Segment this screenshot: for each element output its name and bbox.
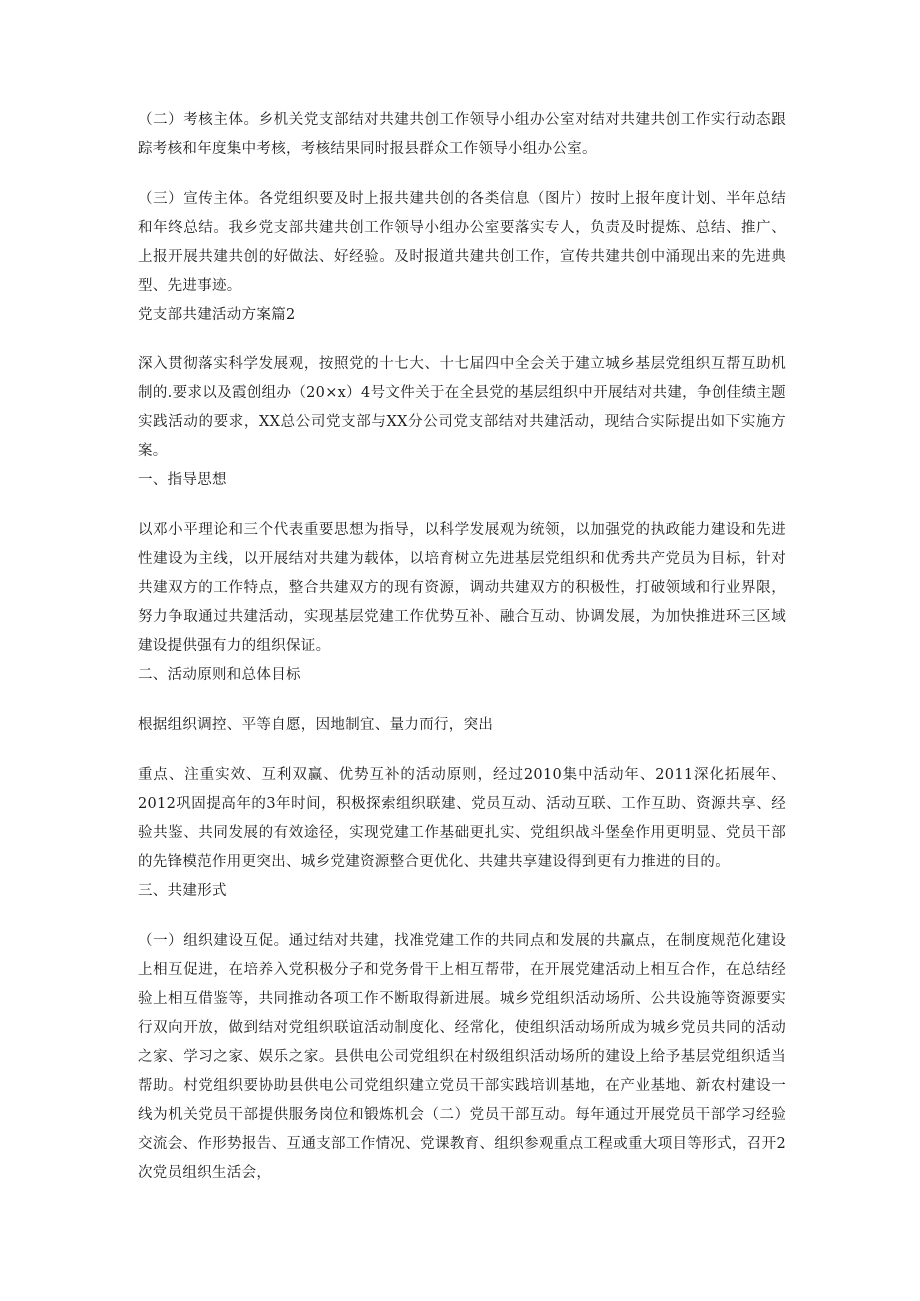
document-page <box>138 106 786 1188</box>
paragraph-assessment-subject: （二）考核主体。乡机关党支部结对共建共创工作领导小组办公室对结对共建共创工作实行动态跟踪考核和年度集中考核，考核结果同时报县群众工作领导小组办公室。 <box>138 112 786 157</box>
paragraph-introduction: 深入贯彻落实科学发展观，按照党的十七大、十七届四中全会关于建立城乡基层党组织互帮互助机制的.要求以及霞创组办（20×x）4号文件关于在全县党的基层组织中开展结对共建，争创佳绩主题实践活动的要求，XX总公司党支部与XX分公司党支部结对共建活动，现结合实际提出如下实施方案。 <box>138 356 786 459</box>
paragraph-organization-building: （一）组织建设互促。通过结对共建，找准党建工作的共同点和发展的共赢点，在制度规范化建设上相互促进，在培养入党积极分子和党务骨干上相互帮带，在开展党建活动上相互合作，在总结经验上相互借鉴等，共同推动各项工作不断取得新进展。城乡党组织活动场所、公共设施等资源要实行双向开放，做到结对党组织联谊活动制度化、经常化，使组织活动场所成为城乡党员共同的活动之家、学习之家、娱乐之家。县供电公司党组织在村级组织活动场所的建设上给予基层党组织适当帮助。村党组织要协助县供电公司党组织建立党员干部实践培训基地，在产业基地、新农村建设一线为机关党员干部提供服务岗位和锻炼机会（二）党员干部互动。每年通过开展党员干部学习经验交流会、作形势报告、互通支部工作情况、党课教育、组织参观重点工程或重大项目等形式，召开2次党员组织生活会， <box>138 933 786 1181</box>
paragraph-guiding-ideology: 以邓小平理论和三个代表重要思想为指导，以科学发展观为统领，以加强党的执政能力建设和先进性建设为主线，以开展结对共建为载体，以培育树立先进基层党组织和优秀共产党员为目标，针对共建双方的工作特点，整合共建双方的现有资源，调动共建双方的积极性，打破领域和行业界限，努力争取通过共建活动，实现基层党建工作优势互补、融合互动、协调发展，为加快推进环三区域建设提供强有力的组织保证。 <box>138 522 786 654</box>
paragraph-publicity-subject: （三）宣传主体。各党组织要及时上报共建共创的各类信息（图片）按时上报年度计划、半年总结和年终总结。我乡党支部共建共创工作领导小组办公室要落实专人，负责及时提炼、总结、推广、上报开展共建共创的好做法、好经验。及时报道共建共创工作，宣传共建共创中涌现出来的先进典型、先进事迹。 <box>138 191 786 294</box>
paragraph-principles-lead: 根据组织调控、平等自愿，因地制宜、量力而行，突出 <box>138 717 494 733</box>
paragraph-principles-body: 重点、注重实效、互利双赢、优势互补的活动原则，经过2010集中活动年、2011深化拓展年、2012巩固提高年的3年时间，积极探索组织联建、党员互动、活动互联、工作互助、资源共享、经验共鉴、共同发展的有效途径，实现党建工作基础更扎实、党组织战斗堡垒作用更明显、党员干部的先锋模范作用更突出、城乡党建资源整合更优化、共建共享建设得到更有力推进的目的。 <box>138 767 786 870</box>
heading-guiding-ideology: 一、指导思想 <box>138 472 227 488</box>
heading-principles-goals: 二、活动原则和总体目标 <box>138 667 301 683</box>
section-title-plan-2: 党支部共建活动方案篇2 <box>138 307 296 323</box>
heading-cobuild-forms: 三、共建形式 <box>138 883 227 899</box>
